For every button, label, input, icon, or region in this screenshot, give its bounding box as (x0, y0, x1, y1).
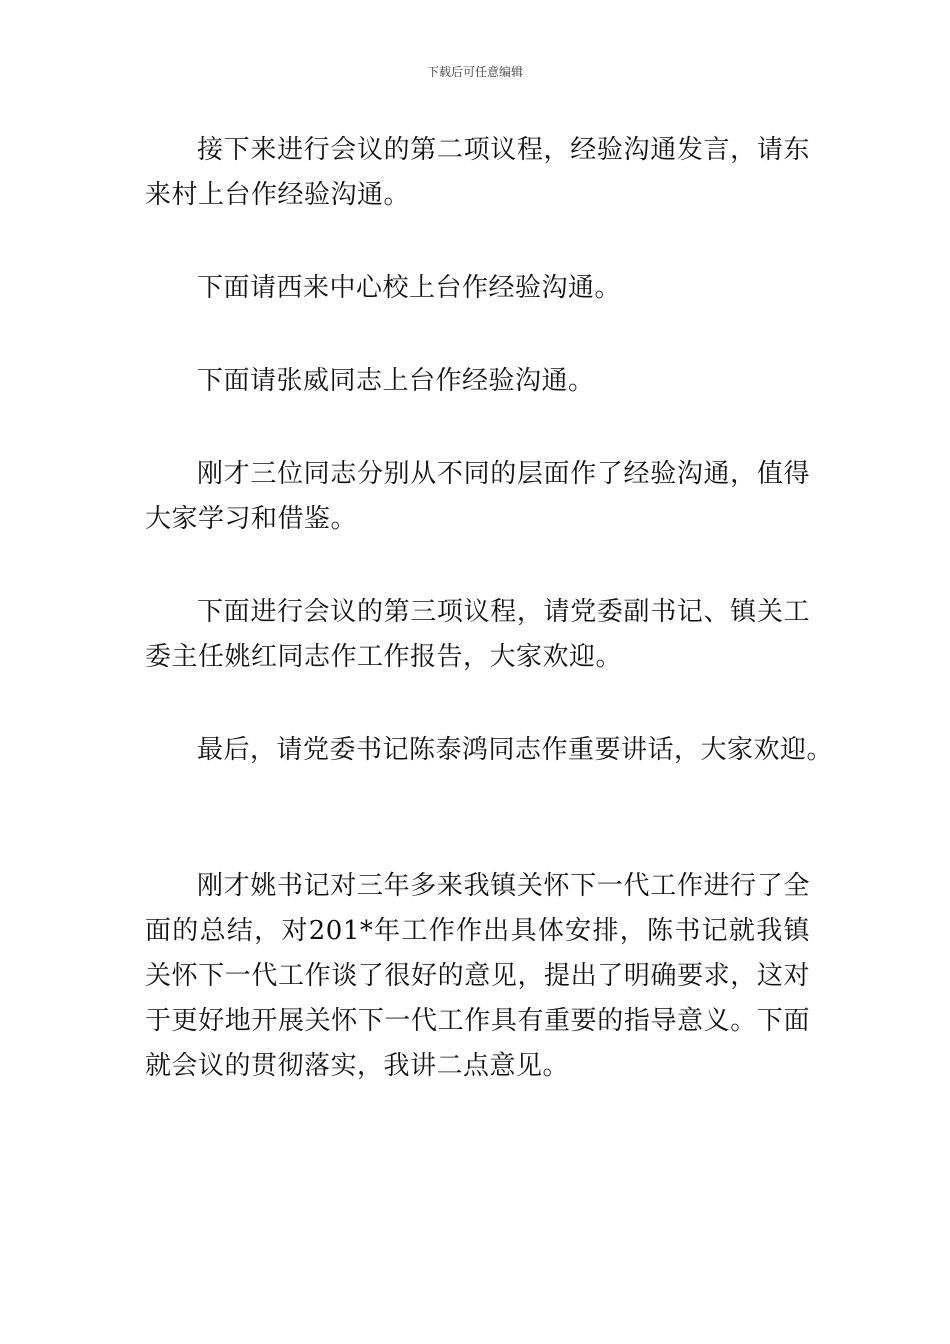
page-header-note: 下载后可任意编辑 (426, 65, 523, 79)
paragraph-zhangwei: 下面请张威同志上台作经验沟通。 (197, 366, 595, 396)
paragraph-three-comrades: 刚才三位同志分别从不同的层面作了经验沟通，值得大家学习和借鉴。 (145, 459, 810, 534)
paragraph-agenda-two: 接下来进行会议的第二项议程，经验沟通发言，请东来村上台作经验沟通。 (145, 135, 810, 210)
paragraph-summary: 刚才姚书记对三年多来我镇关怀下一代工作进行了全面的总结，对201*年工作作出具体安排，陈书记就我镇关怀下一代工作谈了很好的意见，提出了明确要求，这对于更好地开展关怀下一代工作具有重要的指导意义。下面就会议的贯彻落实，我讲二点意见。 (145, 871, 810, 1081)
paragraph-final-speech: 最后，请党委书记陈泰鸿同志作重要讲话，大家欢迎。 (197, 735, 834, 765)
paragraph-agenda-three: 下面进行会议的第三项议程，请党委副书记、镇关工委主任姚红同志作工作报告，大家欢迎。 (145, 597, 810, 672)
document-body (145, 128, 834, 1137)
paragraph-xilai-school: 下面请西来中心校上台作经验沟通。 (197, 273, 622, 303)
